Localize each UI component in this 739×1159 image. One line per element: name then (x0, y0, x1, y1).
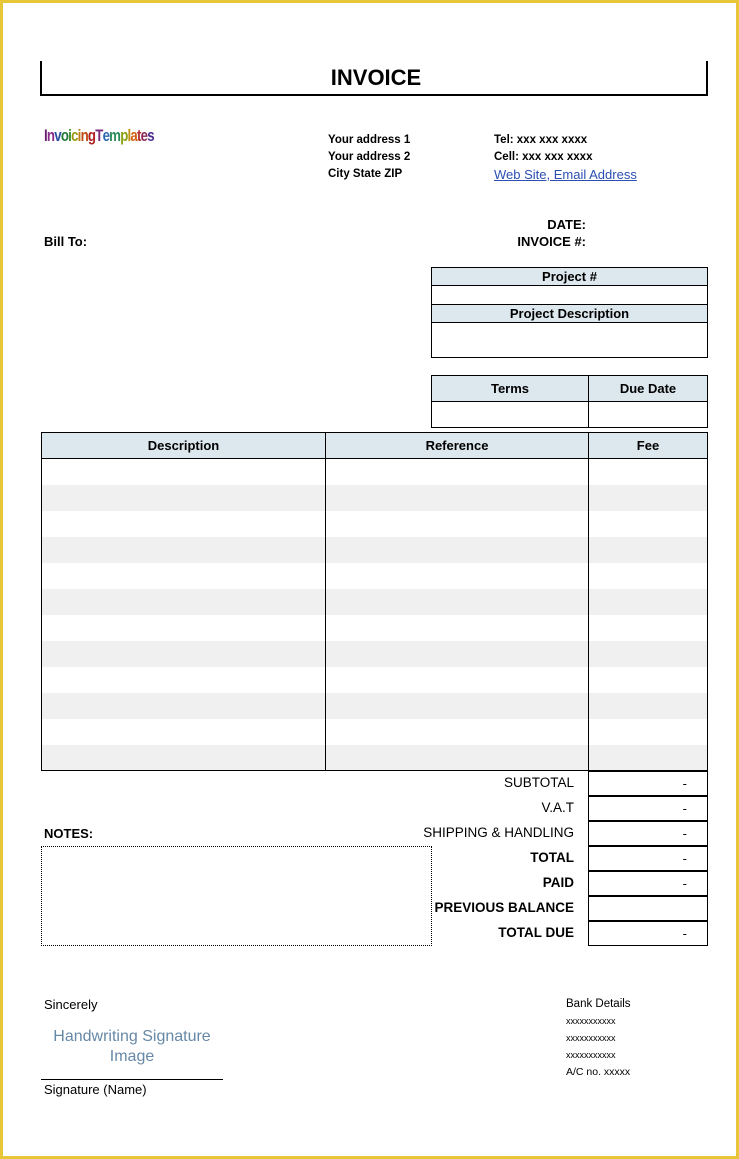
total-value[interactable]: - (588, 796, 708, 821)
logo-letter: i (77, 126, 81, 145)
signature-image-placeholder (41, 1027, 223, 1067)
reference-cell[interactable] (326, 693, 589, 719)
logo-letter: a (130, 126, 138, 145)
table-row (42, 589, 708, 615)
reference-cell[interactable] (326, 589, 589, 615)
cell: Cell: xxx xxx xxxx (494, 151, 593, 163)
invoice-number-label: INVOICE #: (517, 234, 586, 249)
logo-letter: m (109, 126, 121, 145)
fee-cell[interactable] (589, 693, 708, 719)
fee-cell[interactable] (589, 511, 708, 537)
table-row (42, 693, 708, 719)
due-date-header: Due Date (589, 376, 708, 402)
description-cell[interactable] (42, 667, 326, 693)
sincerely-text: Sincerely (44, 997, 98, 1012)
logo-letter: i (68, 126, 72, 145)
project-number-cell[interactable] (432, 286, 708, 305)
notes-box[interactable] (41, 846, 432, 946)
fee-cell[interactable] (589, 615, 708, 641)
bank-line-1: xxxxxxxxxxx (566, 1016, 616, 1026)
bank-account: A/C no. xxxxx (566, 1066, 631, 1078)
invoice-title: INVOICE (330, 65, 422, 90)
fee-cell[interactable] (589, 459, 708, 485)
items-table (41, 432, 708, 771)
terms-cell[interactable] (432, 402, 589, 428)
logo-letter: g (87, 126, 96, 145)
reference-cell[interactable] (326, 641, 589, 667)
reference-cell[interactable] (326, 563, 589, 589)
reference-cell[interactable] (326, 511, 589, 537)
fee-cell[interactable] (589, 537, 708, 563)
total-label: TOTAL DUE (498, 925, 574, 940)
logo-letter: s (147, 126, 154, 145)
logo-letter: e (102, 126, 110, 145)
table-row (42, 563, 708, 589)
bill-to-label: Bill To: (44, 234, 88, 249)
logo-letter: n (46, 126, 55, 145)
fee-header: Fee (589, 433, 708, 459)
total-label: PREVIOUS BALANCE (434, 900, 574, 915)
description-cell[interactable] (42, 459, 326, 485)
signature-image-line-2: Image (109, 1048, 155, 1065)
total-label: V.A.T (541, 800, 574, 815)
logo-text (44, 126, 154, 146)
total-value[interactable]: - (588, 921, 708, 946)
total-label: TOTAL (530, 850, 574, 865)
reference-cell[interactable] (326, 485, 589, 511)
total-value[interactable]: - (588, 771, 708, 796)
table-row (42, 745, 708, 771)
project-table (431, 267, 708, 358)
company-contact (494, 132, 637, 183)
address-line-2: Your address 2 (328, 151, 411, 163)
description-cell[interactable] (42, 641, 326, 667)
fee-cell[interactable] (589, 641, 708, 667)
table-row (42, 667, 708, 693)
company-logo (44, 126, 154, 146)
fee-cell[interactable] (589, 719, 708, 745)
date-label: DATE: (547, 217, 586, 232)
reference-cell[interactable] (326, 745, 589, 771)
project-number-header: Project # (432, 268, 708, 286)
logo-letter: v (54, 126, 61, 145)
logo-letter: p (120, 126, 128, 145)
logo-letter: I (44, 126, 47, 145)
logo-letter: t (137, 126, 141, 145)
table-row (42, 537, 708, 563)
title-box (40, 61, 708, 96)
address-line-1: Your address 1 (328, 134, 411, 146)
signature-line (41, 1079, 223, 1080)
fee-cell[interactable] (589, 667, 708, 693)
due-date-cell[interactable] (589, 402, 708, 428)
logo-letter: T (95, 126, 103, 145)
website-link[interactable]: Web Site, Email Address (494, 167, 637, 182)
fee-cell[interactable] (589, 563, 708, 589)
description-header: Description (42, 433, 326, 459)
signature-name: Signature (Name) (44, 1082, 147, 1097)
description-cell[interactable] (42, 693, 326, 719)
logo-letter: n (80, 126, 88, 145)
description-cell[interactable] (42, 745, 326, 771)
reference-cell[interactable] (326, 537, 589, 563)
bank-line-3: xxxxxxxxxxx (566, 1050, 616, 1060)
address-city: City State ZIP (328, 168, 403, 180)
table-row (42, 459, 708, 485)
description-cell[interactable] (42, 563, 326, 589)
project-description-cell[interactable] (432, 323, 708, 358)
tel: Tel: xxx xxx xxxx (494, 134, 588, 146)
logo-letter: o (60, 126, 69, 145)
signature-image-line-1: Handwriting Signature (53, 1028, 211, 1045)
description-cell[interactable] (42, 589, 326, 615)
description-cell[interactable] (42, 537, 326, 563)
bank-details-title: Bank Details (566, 998, 631, 1010)
reference-cell[interactable] (326, 459, 589, 485)
table-row (42, 719, 708, 745)
total-label: SUBTOTAL (503, 775, 574, 790)
bank-line-2: xxxxxxxxxxx (566, 1033, 616, 1043)
notes-label: NOTES: (44, 826, 94, 841)
bank-details (566, 996, 631, 1081)
reference-cell[interactable] (326, 719, 589, 745)
table-row (42, 485, 708, 511)
total-value[interactable]: - (588, 846, 708, 871)
description-cell[interactable] (42, 511, 326, 537)
reference-header: Reference (326, 433, 589, 459)
company-address (328, 132, 410, 183)
project-description-header: Project Description (432, 305, 708, 323)
fee-cell[interactable] (589, 589, 708, 615)
description-cell[interactable] (42, 615, 326, 641)
fee-cell[interactable] (589, 485, 708, 511)
terms-table (431, 375, 708, 428)
description-cell[interactable] (42, 485, 326, 511)
total-value[interactable]: - (588, 821, 708, 846)
total-value[interactable] (588, 896, 708, 921)
logo-letter: l (127, 126, 131, 145)
reference-cell[interactable] (326, 615, 589, 641)
reference-cell[interactable] (326, 667, 589, 693)
total-value[interactable]: - (588, 871, 708, 896)
total-label: SHIPPING & HANDLING (423, 825, 574, 840)
logo-letter: c (71, 126, 78, 145)
table-row (42, 615, 708, 641)
total-label: PAID (542, 875, 574, 890)
table-row (42, 641, 708, 667)
logo-letter: e (140, 126, 148, 145)
fee-cell[interactable] (589, 745, 708, 771)
description-cell[interactable] (42, 719, 326, 745)
table-row (42, 511, 708, 537)
terms-header: Terms (432, 376, 589, 402)
